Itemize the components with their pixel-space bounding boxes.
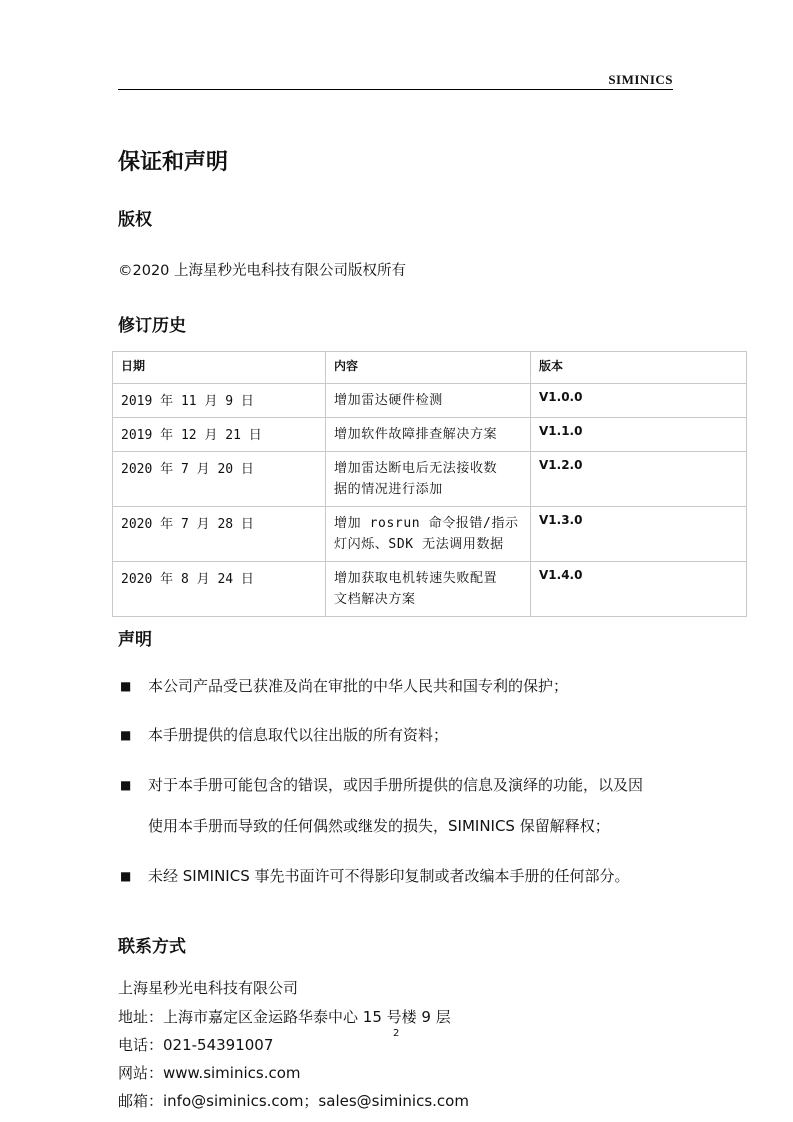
declaration-text: 对于本手册可能包含的错误，或因手册所提供的信息及演绎的功能，以及因 bbox=[148, 776, 644, 794]
header-divider bbox=[118, 89, 673, 90]
revision-content-line: 据的情况进行添加 bbox=[334, 482, 443, 497]
revision-date: 2020 年 7 月 20 日 bbox=[113, 452, 326, 507]
revision-version: V1.1.0 bbox=[531, 418, 747, 452]
revision-content-line: 增加雷达断电后无法接收数 bbox=[334, 461, 498, 476]
header-brand: SIMINICS bbox=[608, 72, 673, 87]
page-number: 2 bbox=[393, 1028, 400, 1039]
copyright-heading: 版权 bbox=[118, 210, 152, 230]
revision-content bbox=[326, 562, 531, 617]
column-header-content: 内容 bbox=[326, 352, 531, 384]
revision-content-line: 增加 rosrun 命令报错/指示 bbox=[334, 516, 519, 531]
company-address: 地址：上海市嘉定区金运路华泰中心 15 号楼 9 层 bbox=[118, 1008, 451, 1026]
declaration-text: 使用本手册而导致的任何偶然或继发的损失，SIMINICS 保留解释权； bbox=[148, 817, 610, 835]
declaration-heading: 声明 bbox=[118, 630, 152, 650]
bullet-square-icon: ■ bbox=[120, 728, 132, 742]
table-header-row bbox=[113, 352, 747, 384]
company-phone: 电话：021-54391007 bbox=[118, 1036, 274, 1054]
revision-version: V1.4.0 bbox=[531, 562, 747, 617]
revision-content-line: 文档解决方案 bbox=[334, 592, 416, 607]
table-row bbox=[113, 507, 747, 562]
revision-date: 2020 年 8 月 24 日 bbox=[113, 562, 326, 617]
contact-heading: 联系方式 bbox=[118, 937, 186, 957]
revision-version: V1.2.0 bbox=[531, 452, 747, 507]
revision-date: 2020 年 7 月 28 日 bbox=[113, 507, 326, 562]
declaration-text: 本公司产品受已获准及尚在审批的中华人民共和国专利的保护； bbox=[148, 677, 569, 695]
bullet-square-icon: ■ bbox=[120, 679, 132, 693]
column-header-date: 日期 bbox=[113, 352, 326, 384]
column-header-version: 版本 bbox=[531, 352, 747, 384]
copyright-text: ©2020 上海星秒光电科技有限公司版权所有 bbox=[118, 263, 407, 279]
revision-content: 增加软件故障排查解决方案 bbox=[326, 418, 531, 452]
revision-content bbox=[326, 452, 531, 507]
declaration-text: 未经 SIMINICS 事先书面许可不得影印复制或者改编本手册的任何部分。 bbox=[148, 867, 630, 885]
revision-version: V1.0.0 bbox=[531, 384, 747, 418]
revision-history-heading: 修订历史 bbox=[118, 316, 186, 336]
revision-content bbox=[326, 507, 531, 562]
declaration-text: 本手册提供的信息取代以往出版的所有资料； bbox=[148, 726, 449, 744]
company-email[interactable]: 邮箱：info@siminics.com；sales@siminics.com bbox=[118, 1092, 469, 1110]
revision-content-line: 灯闪烁、SDK 无法调用数据 bbox=[334, 537, 504, 552]
revision-date: 2019 年 11 月 9 日 bbox=[113, 384, 326, 418]
revision-table bbox=[112, 351, 747, 617]
revision-content: 增加雷达硬件检测 bbox=[326, 384, 531, 418]
bullet-square-icon: ■ bbox=[120, 869, 132, 883]
revision-version: V1.3.0 bbox=[531, 507, 747, 562]
table-row bbox=[113, 562, 747, 617]
bullet-square-icon: ■ bbox=[120, 778, 132, 792]
table-row bbox=[113, 384, 747, 418]
table-row bbox=[113, 418, 747, 452]
declaration-item bbox=[118, 765, 698, 847]
company-website[interactable]: 网站：www.siminics.com bbox=[118, 1064, 301, 1082]
company-name: 上海星秒光电科技有限公司 bbox=[118, 979, 299, 997]
declaration-item bbox=[118, 666, 698, 707]
table-row bbox=[113, 452, 747, 507]
declaration-item bbox=[118, 856, 698, 897]
page-title: 保证和声明 bbox=[118, 150, 229, 175]
declaration-item bbox=[118, 715, 698, 756]
revision-content-line: 增加获取电机转速失败配置 bbox=[334, 571, 498, 586]
revision-date: 2019 年 12 月 21 日 bbox=[113, 418, 326, 452]
